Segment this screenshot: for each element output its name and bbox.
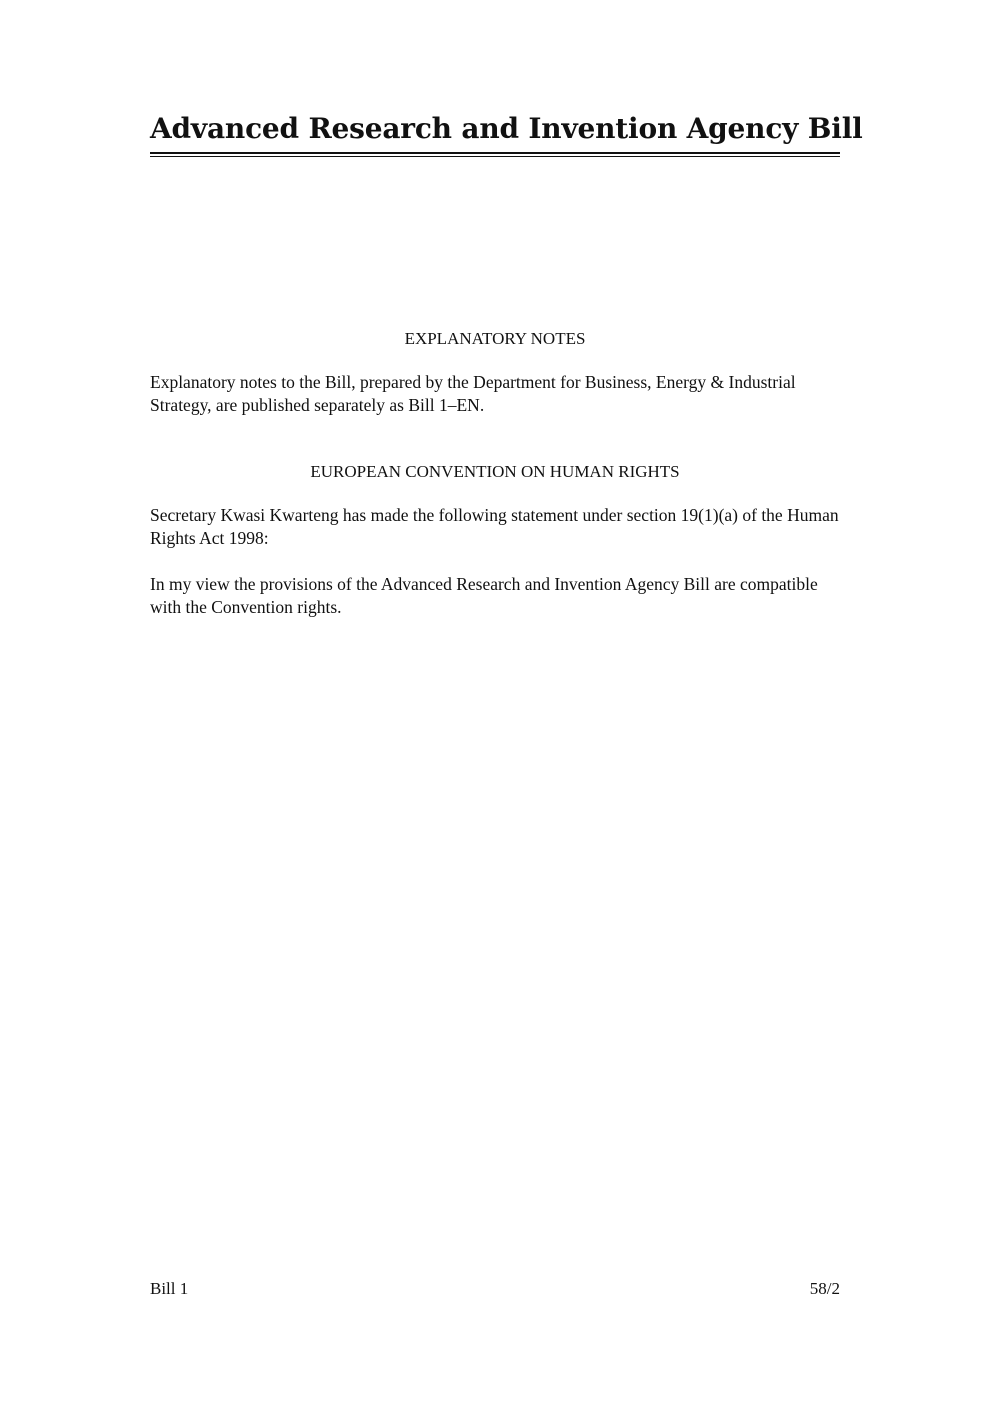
title-double-rule bbox=[150, 152, 840, 157]
footer-bill-number: Bill 1 bbox=[150, 1279, 189, 1298]
explanatory-notes-section bbox=[150, 328, 840, 417]
echr-statement: In my view the provisions of the Advanced Research and Invention Agency Bill are compatible with the Convention rights. bbox=[150, 574, 818, 617]
title-block bbox=[150, 108, 863, 157]
echr-section bbox=[150, 461, 840, 619]
explanatory-notes-heading: EXPLANATORY NOTES bbox=[404, 329, 586, 348]
echr-heading: EUROPEAN CONVENTION ON HUMAN RIGHTS bbox=[310, 462, 680, 481]
echr-statement-intro: Secretary Kwasi Kwarteng has made the following statement under section 19(1)(a) of the Human Rights Act 1998: bbox=[150, 505, 839, 548]
explanatory-notes-text: Explanatory notes to the Bill, prepared by the Department for Business, Energy & Industrial Strategy, are published separately as Bill 1–EN. bbox=[150, 372, 796, 415]
bill-title: Advanced Research and Invention Agency Bill bbox=[150, 112, 863, 145]
footer-reference: 58/2 bbox=[809, 1279, 840, 1298]
